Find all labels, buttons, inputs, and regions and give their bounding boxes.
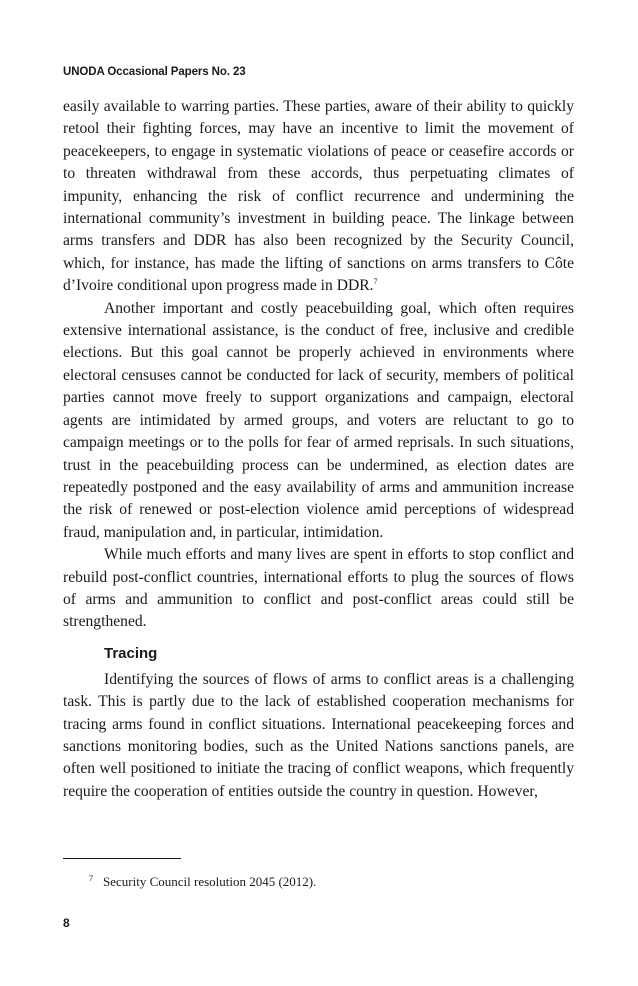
paragraph-1 xyxy=(63,96,574,298)
main-text xyxy=(63,96,574,803)
footnote-number: 7 xyxy=(89,874,93,883)
footnote-reference: 7 xyxy=(373,277,378,287)
paragraph-4: Identifying the sources of flows of arms to conflict areas is a challenging task. This is partly due to the lack of established cooperation mechanisms for tracing arms found in conflict situations. International peacekeeping forces and sanctions monitoring bodies, such as the United Nations sanctions panels, are often well positioned to initiate the tracing of conflict weapons, which frequently require the cooperation of entities outside the country in question. However, xyxy=(63,670,574,800)
footnote-divider xyxy=(63,858,181,859)
running-header: UNODA Occasional Papers No. 23 xyxy=(63,66,246,78)
footnote xyxy=(89,870,316,891)
section-heading: Tracing xyxy=(104,644,158,662)
paragraph-2: Another important and costly peacebuilding goal, which often requires extensive international assistance, is the conduct of free, inclusive and credible elections. But this goal cannot be properly achieved in environments where electoral censuses cannot be conducted for lack of security, members of political parties cannot move freely to support organizations and campaign, electoral agents are intimidated by armed groups, and voters are reluctant to go to campaign meetings or to the polls for fear of armed reprisals. In such situations, trust in the peacebuilding process can be undermined, as election dates are repeatedly postponed and the easy availability of arms and ammunition increase the risk of renewed or post-election violence amid perceptions of widespread fraud, manipulation and, in particular, intimidation. xyxy=(63,299,574,541)
footnote-text: Security Council resolution 2045 (2012). xyxy=(103,874,317,889)
page-number: 8 xyxy=(63,916,70,930)
paragraph-1-text: easily available to warring parties. These parties, aware of their ability to quickly retool their fighting forces, may have an incentive to limit the movement of peacekeepers, to engage in systematic violations of peace or ceasefire accords or to threaten withdrawal from these accords, thus perpetuating climates of impunity, enhancing the risk of conflict recurrence and undermining the international community’s investment in building peace. The linkage between arms transfers and DDR has also been recognized by the Security Council, which, for instance, has made the lifting of sanctions on arms transfers to Côte d’Ivoire conditional upon progress made in DDR. xyxy=(63,98,574,295)
paragraph-3: While much efforts and many lives are spent in efforts to stop conflict and rebuild post-conflict countries, international efforts to plug the sources of flows of arms and ammunition to conflict and post-conflict areas could still be strengthened. xyxy=(63,546,574,631)
